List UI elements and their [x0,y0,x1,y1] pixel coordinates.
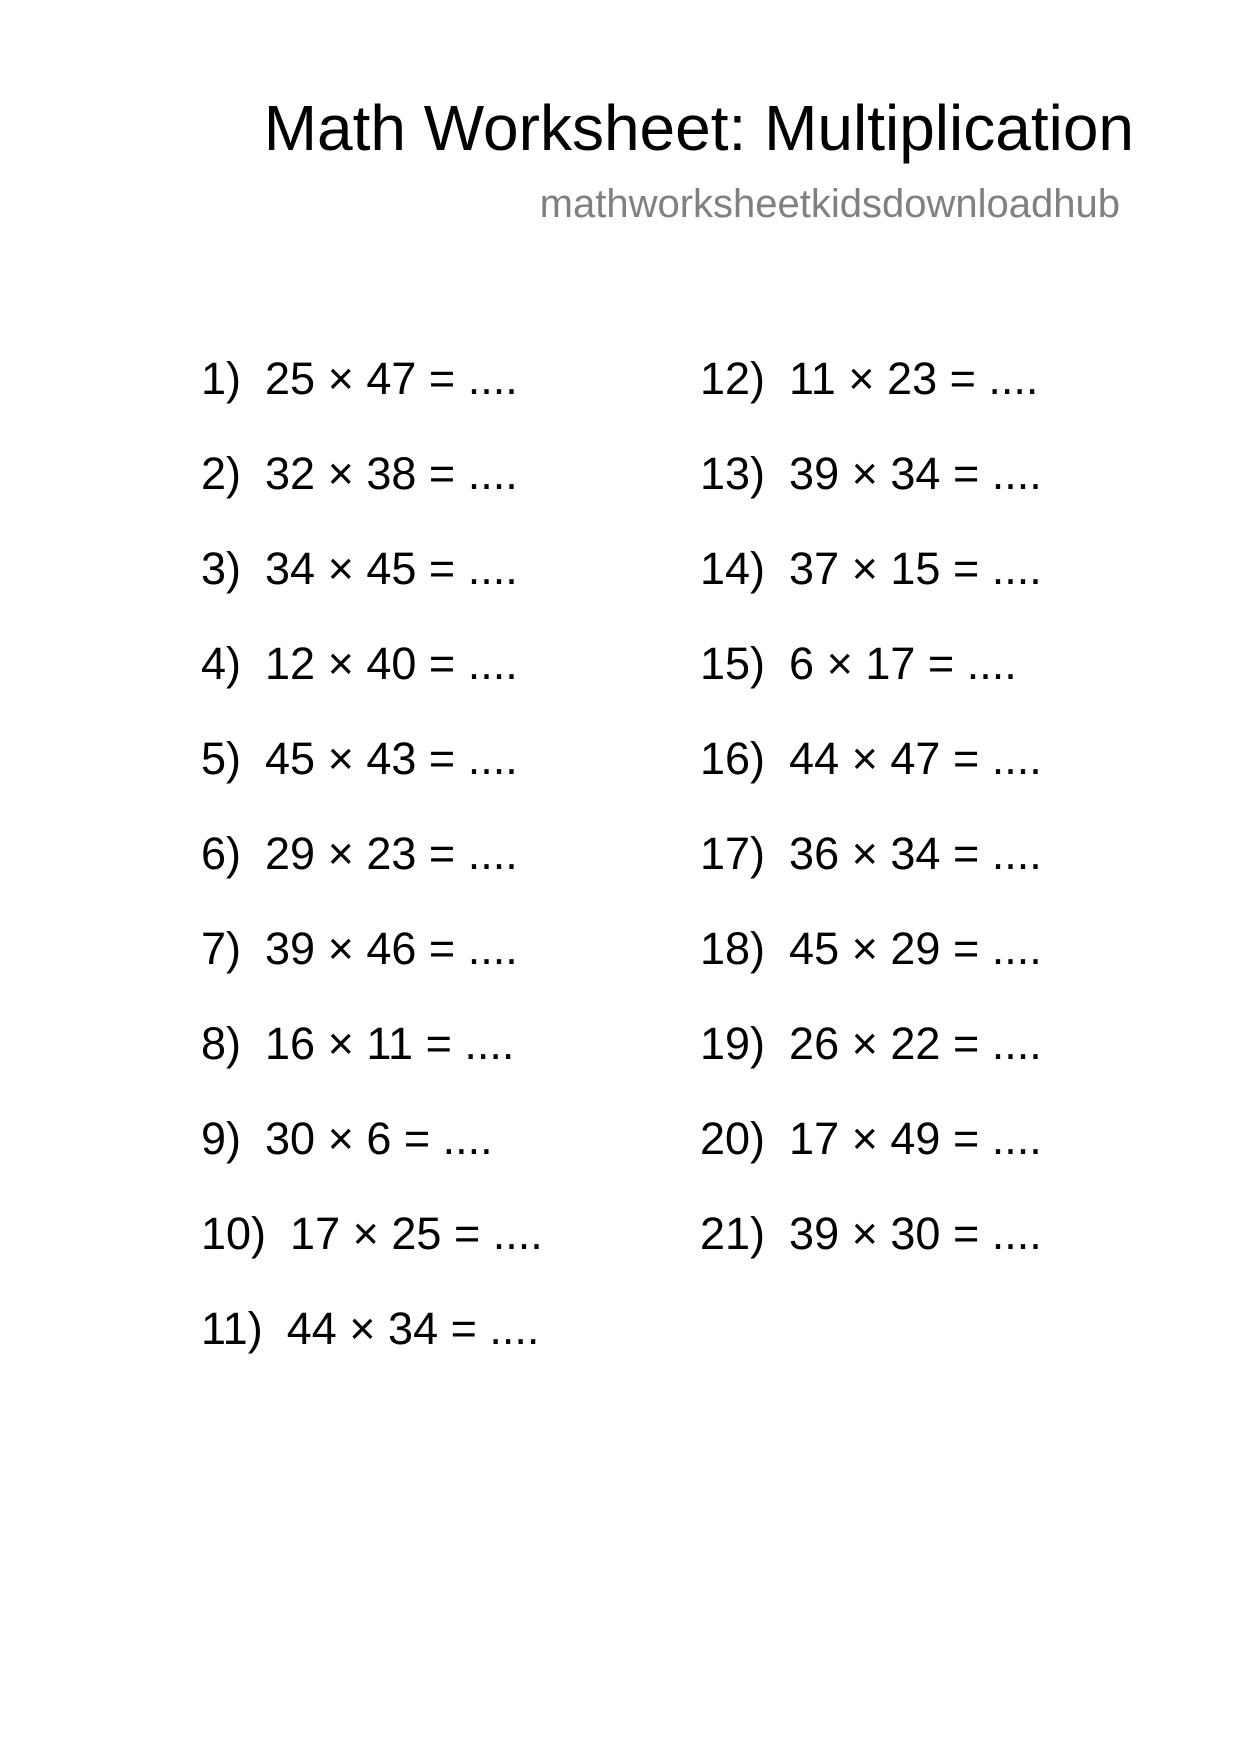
problems-column-left [201,353,543,1401]
problem-number: 11) [201,1303,263,1354]
problem-item [700,733,1042,831]
problem-item [201,353,543,451]
problem-expression: 25 × 47 = .... [265,353,518,404]
problem-number: 15) [700,638,766,689]
problem-item [201,1113,543,1211]
problem-item [201,1208,543,1306]
problem-expression: 16 × 11 = .... [265,1018,515,1069]
problem-expression: 17 × 49 = .... [789,1113,1042,1164]
problem-number: 19) [700,1018,766,1069]
problem-expression: 11 × 23 = .... [789,353,1039,404]
problem-item [201,733,543,831]
problem-item [700,353,1042,451]
problem-item [700,1113,1042,1211]
problem-number: 1) [201,353,242,404]
problem-item [700,1018,1042,1116]
problem-item [700,543,1042,641]
problem-item [201,638,543,736]
problem-number: 2) [201,448,242,499]
problem-expression: 39 × 30 = .... [789,1208,1042,1259]
problem-item [700,923,1042,1021]
problem-number: 9) [201,1113,242,1164]
problem-expression: 29 × 23 = .... [265,828,518,879]
page-subtitle: mathworksheetkidsdownloadhub [539,182,1120,226]
problems-column-right [700,353,1042,1306]
problem-number: 10) [201,1208,267,1259]
problem-item [201,543,543,641]
problem-number: 4) [201,638,242,689]
problem-expression: 39 × 34 = .... [789,448,1042,499]
problem-number: 16) [700,733,766,784]
problem-item [201,1303,543,1401]
problem-expression: 30 × 6 = .... [265,1113,493,1164]
problem-item [201,828,543,926]
problem-expression: 34 × 45 = .... [265,543,518,594]
problem-number: 21) [700,1208,766,1259]
problem-number: 12) [700,353,766,404]
problem-expression: 39 × 46 = .... [265,923,518,974]
problem-expression: 37 × 15 = .... [789,543,1042,594]
problem-expression: 45 × 43 = .... [265,733,518,784]
problem-number: 3) [201,543,242,594]
problem-item [201,923,543,1021]
problem-item [700,448,1042,546]
problem-expression: 12 × 40 = .... [265,638,518,689]
problem-number: 14) [700,543,766,594]
problem-number: 20) [700,1113,766,1164]
problem-expression: 17 × 25 = .... [290,1208,543,1259]
problem-expression: 26 × 22 = .... [789,1018,1042,1069]
page-title: Math Worksheet: Multiplication [263,92,1134,164]
problem-number: 6) [201,828,242,879]
problem-number: 7) [201,923,242,974]
problem-number: 5) [201,733,242,784]
problem-expression: 44 × 34 = .... [286,1303,540,1354]
problem-expression: 32 × 38 = .... [265,448,518,499]
problem-number: 8) [201,1018,242,1069]
problem-item [201,1018,543,1116]
problem-item [700,638,1042,736]
problem-number: 18) [700,923,766,974]
problem-item [700,828,1042,926]
problem-item [201,448,543,546]
problem-expression: 45 × 29 = .... [789,923,1042,974]
problem-number: 17) [700,828,766,879]
problem-expression: 6 × 17 = .... [789,638,1017,689]
problem-expression: 36 × 34 = .... [789,828,1042,879]
problem-item [700,1208,1042,1306]
problem-expression: 44 × 47 = .... [789,733,1042,784]
problem-number: 13) [700,448,766,499]
